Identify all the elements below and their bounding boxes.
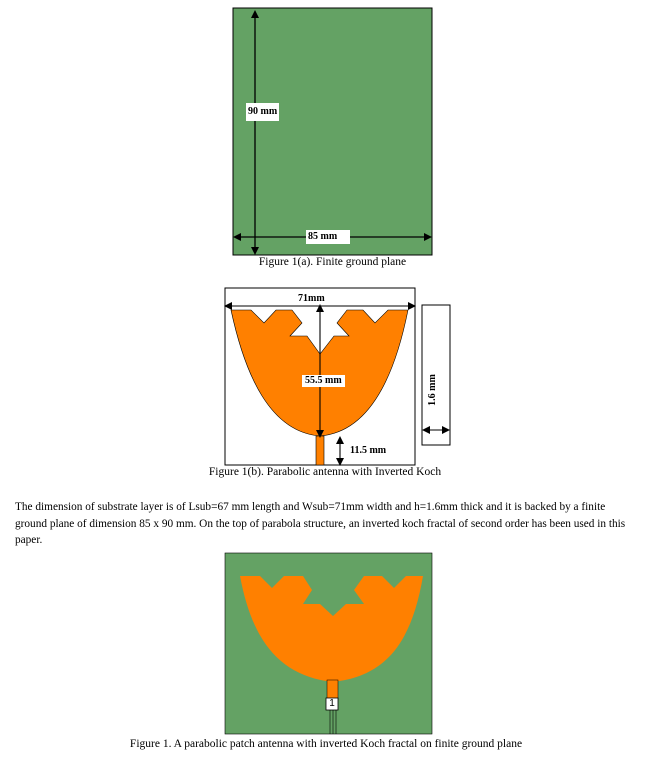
figure-1a-caption: Figure 1(a). Finite ground plane xyxy=(258,256,407,268)
figure-1-caption: Figure 1. A parabolic patch antenna with inverted Koch fractal on finite ground plane xyxy=(129,738,523,750)
thickness-label: 1.6 mm xyxy=(426,374,438,406)
length-55-label: 55.5 mm xyxy=(302,375,345,387)
height-label: 90 mm xyxy=(246,103,279,121)
feed-11-label: 11.5 mm xyxy=(350,445,387,456)
figure-1b-caption: Figure 1(b). Parabolic antenna with Inverted Koch xyxy=(208,466,442,478)
port-number: 1 xyxy=(329,698,335,709)
width-71-label: 71mm xyxy=(298,293,325,304)
width-label: 85 mm xyxy=(306,230,350,244)
body-paragraph: The dimension of substrate layer is of Lsub=67 mm length and Wsub=71mm width and h=1.6mm thick and it is backed by a finite ground plane of dimension 85 x 90 mm. On the top of parabola structure, an inverted koch fractal of second order has been used in this paper. xyxy=(15,501,626,546)
feed-line-2 xyxy=(327,680,338,700)
